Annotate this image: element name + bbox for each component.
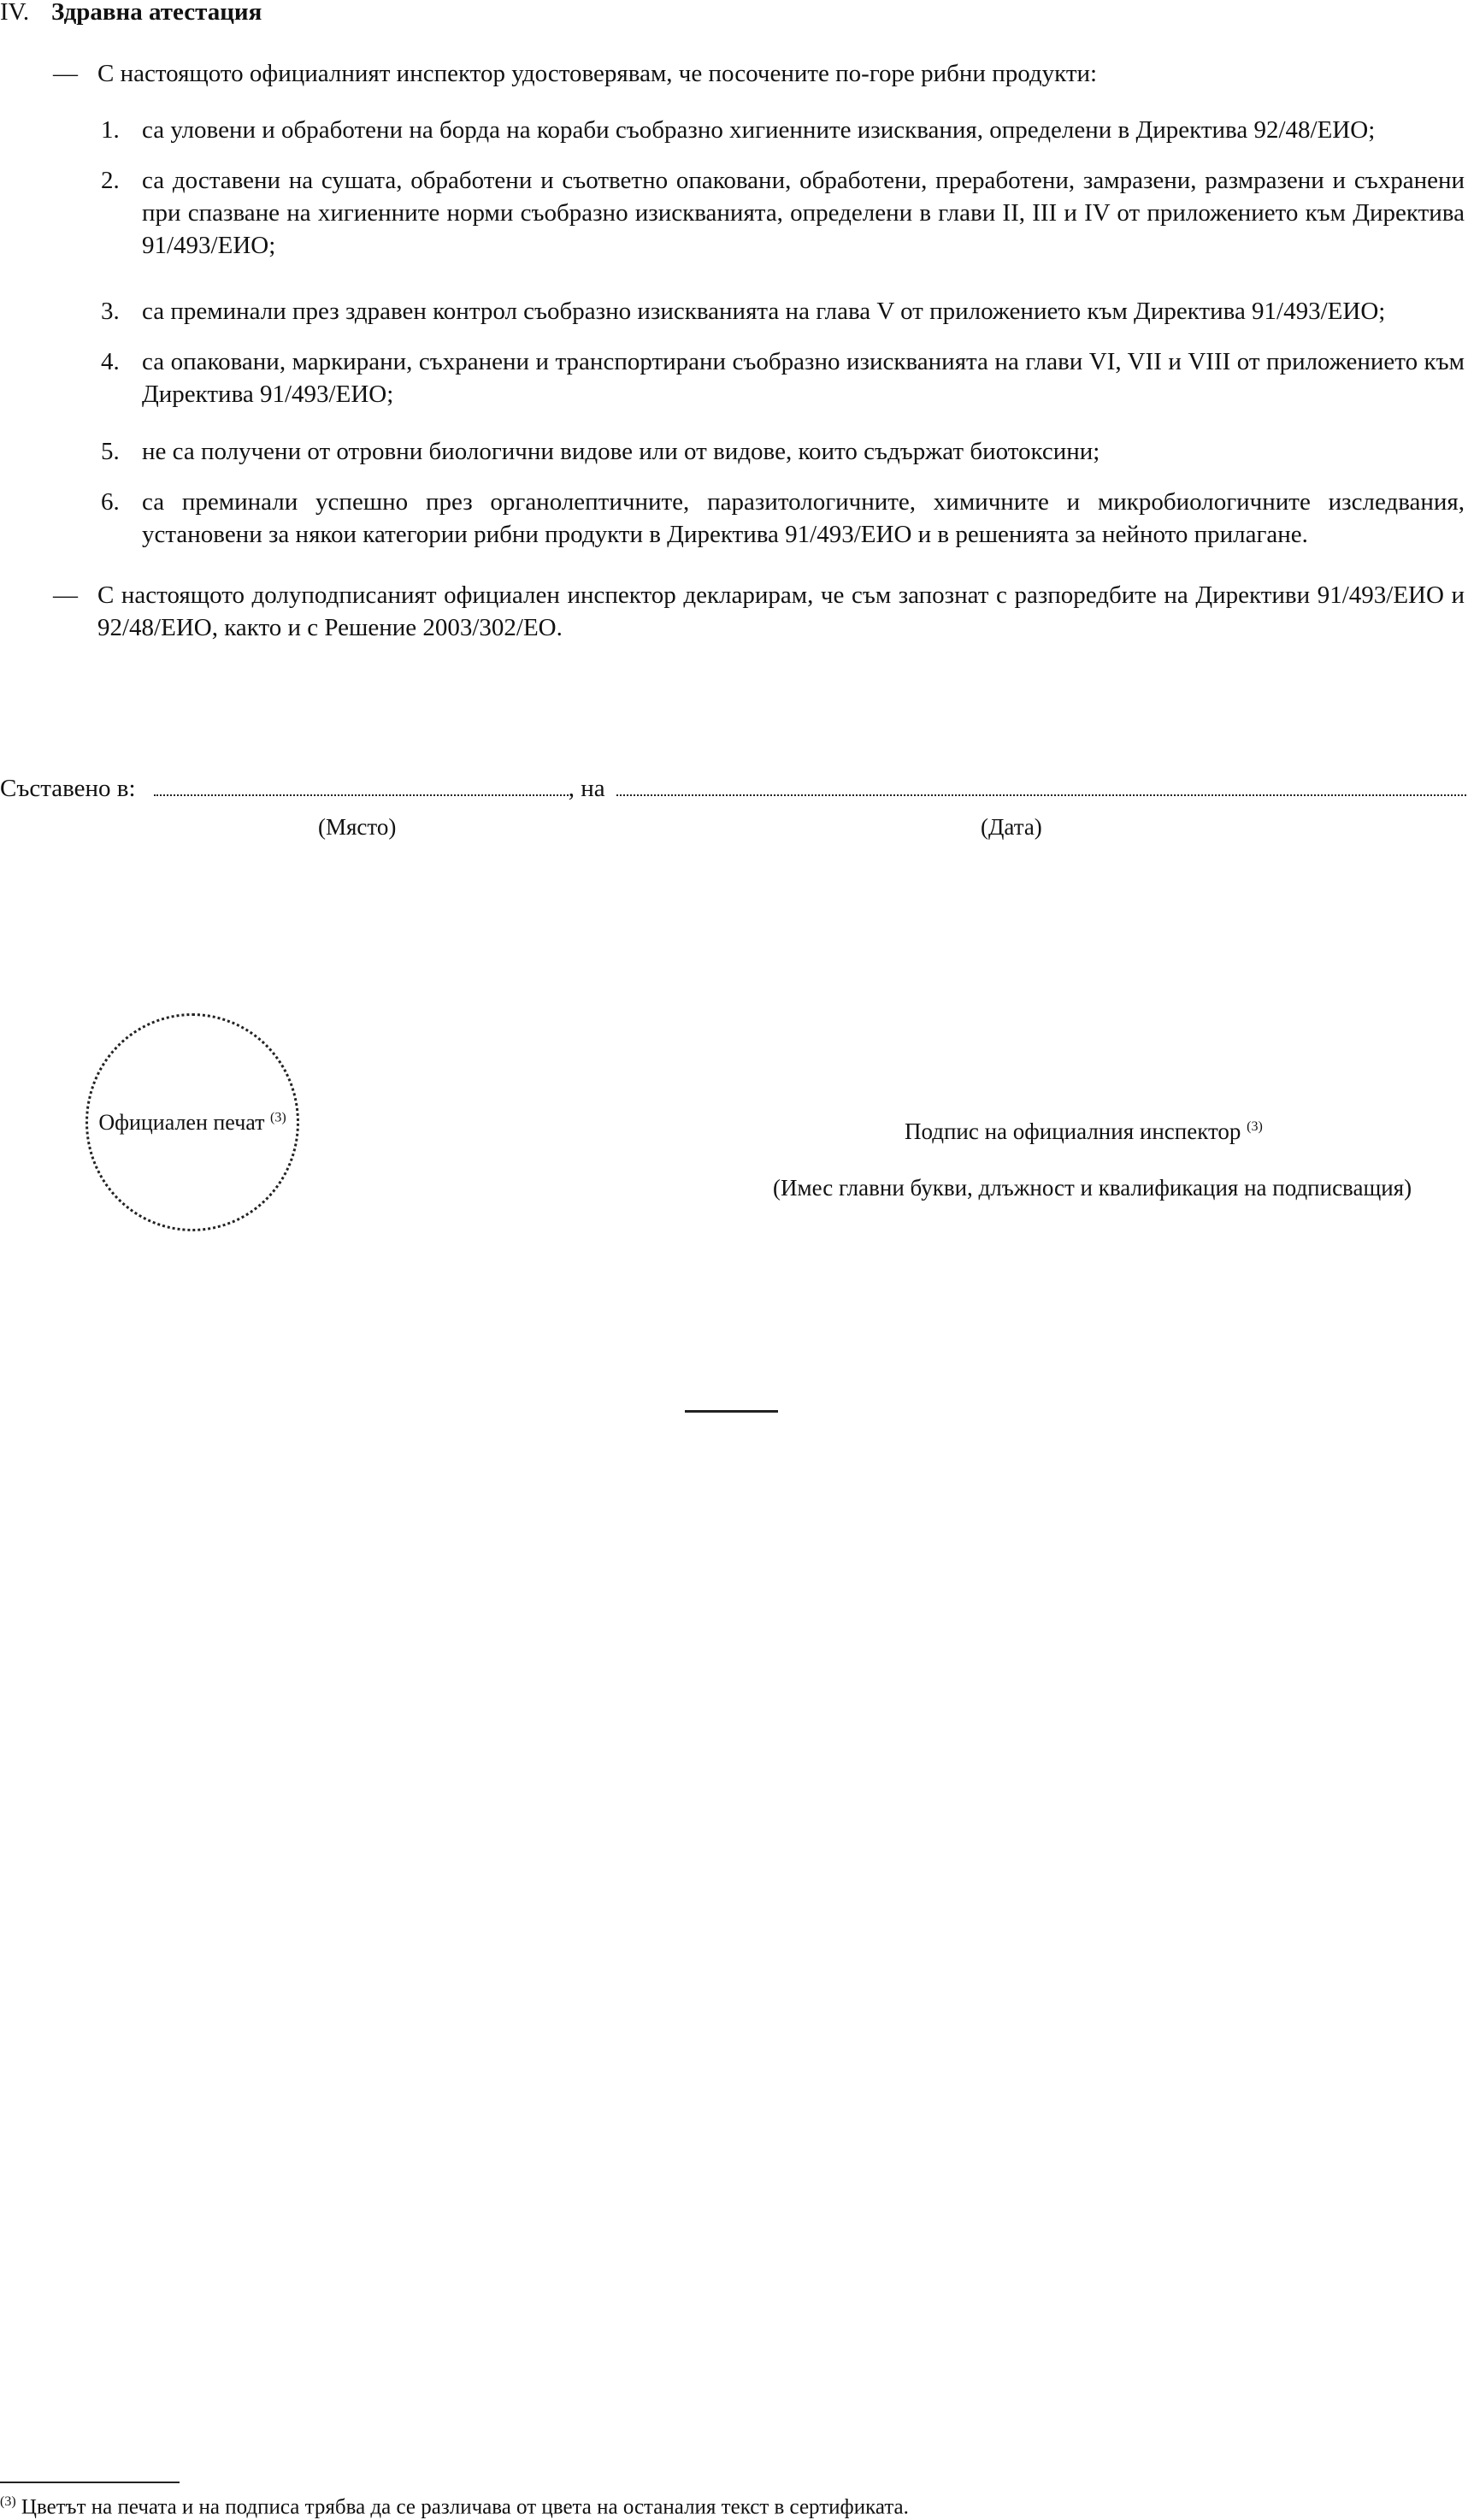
section-title: Здравна атестация: [51, 0, 262, 26]
condition-text: са доставени на сушата, обработени и съответно опаковани, обработени, преработени, замразени, размразени и съхранени при спазване на хигиенните норми съобразно изискванията, определени в глави II, III и IV от приложението към Директива 91/493/ЕИО;: [142, 167, 1465, 259]
condition-item: [101, 114, 1465, 146]
section-end-rule: [685, 1410, 778, 1413]
condition-number: 6.: [101, 488, 120, 516]
signature-label-text: Подпис на официалния инспектор: [905, 1118, 1241, 1144]
condition-text: са уловени и обработени на борда на кораби съобразно хигиенните изисквания, определени в Директива 92/48/ЕИО;: [142, 116, 1376, 144]
name-caption: (Имес главни букви, длъжност и квалификация на подписващия): [773, 1175, 1412, 1201]
condition-item: [101, 164, 1465, 262]
footnote-text: Цветът на печата и на подписа трябва да се различава от цвета на останалия текст в сертификата.: [21, 2495, 909, 2519]
date-field[interactable]: [616, 776, 1468, 796]
place-field[interactable]: [154, 776, 569, 796]
condition-item: [101, 486, 1465, 551]
on-label: , на: [568, 775, 605, 802]
condition-item: [101, 435, 1465, 468]
condition-text: са преминали през здравен контрол съобразно изискванията на глава V от приложението към Директива 91/493/ЕИО;: [142, 298, 1386, 325]
declaration: [53, 579, 1465, 644]
condition-number: 1.: [101, 116, 120, 144]
seal-label: [88, 1110, 297, 1136]
condition-text: не са получени от отровни биологични видове или от видове, които съдържат биотоксини;: [142, 438, 1100, 465]
section-heading: [0, 0, 262, 24]
condition-number: 2.: [101, 167, 120, 194]
condition-item: [101, 295, 1465, 328]
date-caption: (Дата): [981, 814, 1042, 840]
place-date-line: [0, 773, 1468, 804]
conditions-list: [101, 114, 1465, 551]
official-seal-area: [85, 1013, 299, 1231]
condition-text: са опаковани, маркирани, съхранени и транспортирани съобразно изискванията на глави VI, VII и VIII от приложението към Директива 91/493/ЕИО;: [142, 348, 1465, 408]
condition-number: 4.: [101, 348, 120, 375]
signature-footnote-ref: (3): [1247, 1119, 1263, 1134]
seal-footnote-ref: (3): [270, 1110, 286, 1125]
condition-number: 3.: [101, 298, 120, 325]
certify-intro: [53, 57, 1465, 90]
condition-text: са преминали успешно през органолептичните, паразитологичните, химичните и микробиологичните изследвания, установени за някои категории рибни продукти в Директива 91/493/ЕИО и в решенията за нейното прилагане.: [142, 488, 1465, 548]
footnote-marker: (3): [0, 2494, 16, 2509]
intro-text: С настоящото официалният инспектор удостоверявам, че посочените по-горе рибни продукти:: [97, 60, 1098, 87]
done-at-label: Съставено в:: [0, 775, 136, 802]
section-number: IV.: [0, 0, 30, 26]
declaration-text: С настоящото долуподписаният официален инспектор декларирам, че съм запознат с разпоредбите на Директиви 91/493/ЕИО и 92/48/ЕИО, както и с Решение 2003/302/ЕО.: [97, 581, 1465, 641]
seal-label-text: Официален печат: [98, 1110, 265, 1135]
signature-label: [905, 1114, 1263, 1144]
condition-number: 5.: [101, 438, 120, 465]
place-caption: (Място): [318, 814, 397, 840]
declaration-dash: —: [53, 581, 78, 609]
intro-dash: —: [53, 60, 78, 87]
condition-item: [101, 345, 1465, 410]
footnote-rule: [0, 2482, 180, 2483]
